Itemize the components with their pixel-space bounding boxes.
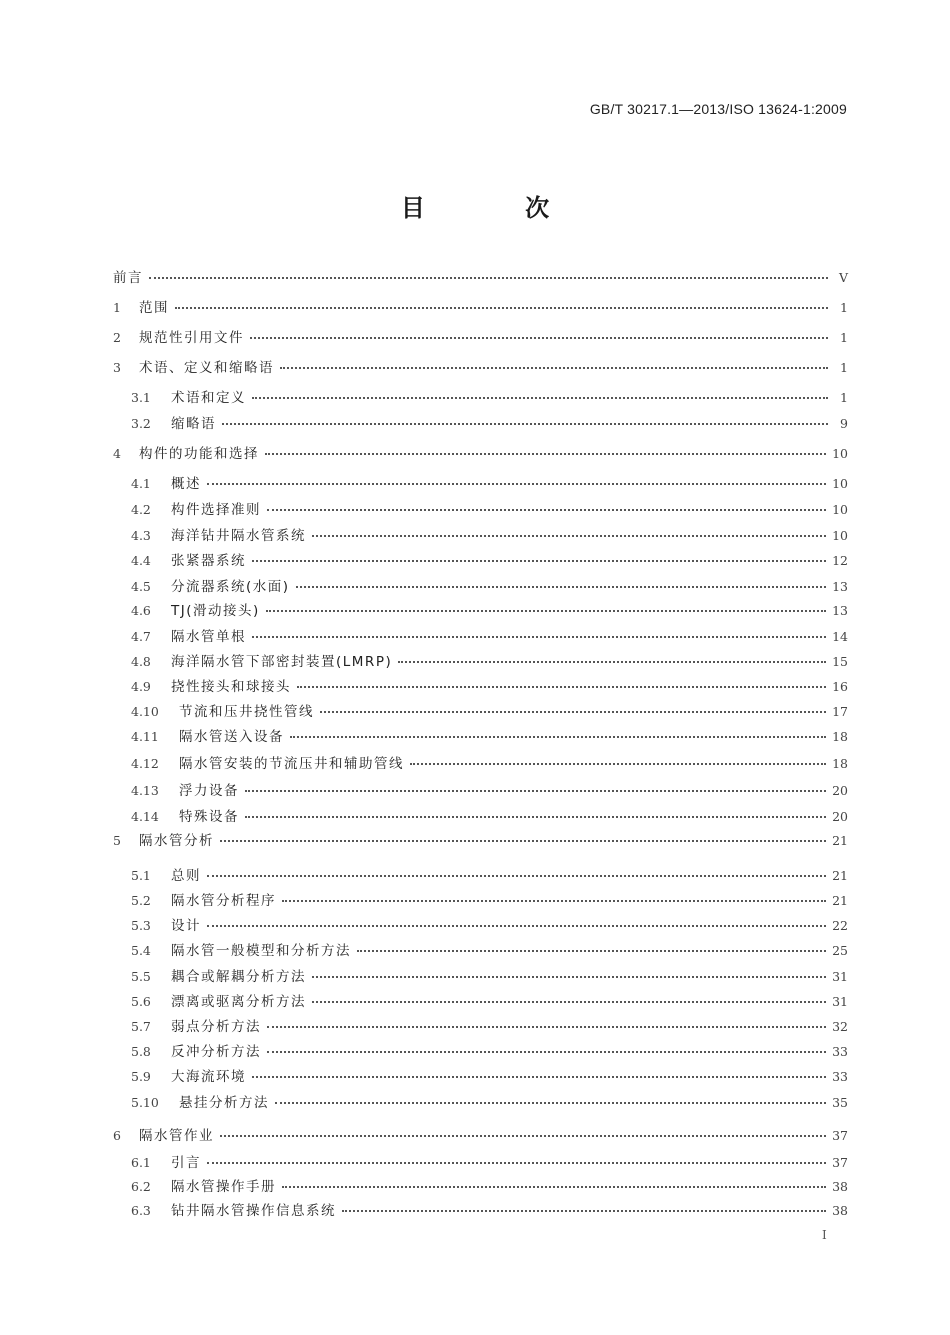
toc-entry-number: 4.7: [131, 629, 151, 644]
toc-entry-page: 18: [832, 756, 848, 771]
toc-dot-leader: [252, 1075, 826, 1078]
toc-entry-page: 25: [832, 943, 848, 958]
toc-dot-leader: [149, 276, 828, 279]
toc-entry-label: 范围: [139, 300, 169, 316]
toc-entry-label: 海洋钻井隔水管系统: [171, 528, 306, 544]
toc-entry[interactable]: [113, 358, 848, 378]
toc-entry-label: 悬挂分析方法: [179, 1095, 269, 1111]
toc-dot-leader: [252, 635, 826, 638]
toc-dot-leader: [312, 1000, 826, 1003]
toc-entry-page: 10: [832, 528, 848, 543]
toc-entry-number: 4.3: [131, 528, 151, 543]
toc-entry-page: 13: [832, 579, 848, 594]
toc-entry[interactable]: [131, 1201, 848, 1221]
toc-dot-leader: [342, 1209, 826, 1212]
toc-entry-page: V: [838, 270, 848, 285]
toc-dot-leader: [275, 1101, 826, 1104]
toc-entry[interactable]: [131, 500, 848, 520]
toc-entry-page: 10: [832, 502, 848, 517]
toc-entry-page: 31: [832, 969, 848, 984]
toc-entry[interactable]: [131, 414, 848, 434]
toc-entry-number: 4.13: [131, 783, 159, 798]
toc-entry-page: 33: [832, 1069, 848, 1084]
toc-entry-number: 4.8: [131, 654, 151, 669]
toc-entry-label: 隔水管分析: [139, 833, 214, 849]
toc-entry-label: 节流和压井挠性管线: [179, 704, 314, 720]
toc-entry-page: 18: [832, 729, 848, 744]
toc-entry-number: 5.7: [131, 1019, 151, 1034]
toc-entry[interactable]: [131, 1177, 848, 1197]
toc-dot-leader: [207, 924, 826, 927]
toc-dot-leader: [282, 1185, 826, 1188]
toc-dot-leader: [267, 1050, 826, 1053]
toc-entry-label: 隔水管一般模型和分析方法: [171, 943, 351, 959]
toc-dot-leader: [207, 482, 826, 485]
toc-entry-label: 弱点分析方法: [171, 1019, 261, 1035]
toc-entry-number: 3: [113, 360, 121, 375]
toc-entry[interactable]: [131, 754, 848, 774]
toc-entry-number: 4.4: [131, 553, 151, 568]
toc-dot-leader: [252, 396, 828, 399]
toc-entry[interactable]: [131, 601, 848, 621]
toc-entry-number: 5.10: [131, 1095, 159, 1110]
toc-dot-leader: [252, 559, 826, 562]
toc-entry-number: 5.4: [131, 943, 151, 958]
toc-entry-number: 1: [113, 300, 121, 315]
toc-entry-number: 5.9: [131, 1069, 151, 1084]
toc-entry-label: 隔水管作业: [139, 1128, 214, 1144]
toc-entry[interactable]: [131, 474, 848, 494]
toc-dot-leader: [410, 762, 826, 765]
toc-entry[interactable]: [113, 831, 848, 851]
toc-entry[interactable]: [131, 1017, 848, 1037]
toc-entry-label: 前言: [113, 270, 143, 286]
toc-entry-page: 15: [832, 654, 848, 669]
toc-entry-page: 16: [832, 679, 848, 694]
toc-dot-leader: [222, 422, 828, 425]
toc-entry[interactable]: [131, 388, 848, 408]
toc-entry-label: 总则: [171, 868, 201, 884]
toc-entry[interactable]: [131, 627, 848, 647]
toc-entry-number: 3.1: [131, 390, 151, 405]
toc-entry-label: 规范性引用文件: [139, 330, 244, 346]
toc-dot-leader: [290, 735, 826, 738]
page-title: 目 次: [400, 194, 596, 222]
toc-entry-label: 耦合或解耦分析方法: [171, 969, 306, 985]
toc-entry[interactable]: [131, 916, 848, 936]
toc-entry-page: 21: [832, 833, 848, 848]
toc-entry-label: 构件选择准则: [171, 502, 261, 518]
toc-entry-page: 31: [832, 994, 848, 1009]
toc-entry[interactable]: [131, 652, 848, 672]
toc-entry[interactable]: [131, 807, 848, 827]
toc-entry-label: 隔水管单根: [171, 629, 246, 645]
toc-entry[interactable]: [131, 992, 848, 1012]
toc-entry-page: 10: [832, 446, 848, 461]
toc-entry-number: 3.2: [131, 416, 151, 431]
toc-entry-page: 22: [832, 918, 848, 933]
toc-entry-number: 4.10: [131, 704, 159, 719]
toc-entry-number: 4.5: [131, 579, 151, 594]
toc-entry-page: 17: [832, 704, 848, 719]
toc-entry-number: 4.6: [131, 603, 151, 618]
toc-entry-label: 特殊设备: [179, 809, 239, 825]
toc-entry-label: 缩略语: [171, 416, 216, 432]
toc-dot-leader: [312, 534, 826, 537]
toc-dot-leader: [398, 660, 826, 663]
toc-entry[interactable]: [131, 1042, 848, 1062]
toc-entry-page: 1: [840, 390, 848, 405]
toc-entry[interactable]: [131, 1093, 848, 1113]
toc-entry-label: 分流器系统(水面): [171, 579, 290, 595]
toc-entry-page: 21: [832, 868, 848, 883]
toc-dot-leader: [220, 1134, 826, 1137]
toc-entry[interactable]: [131, 941, 848, 961]
toc-entry-number: 4.14: [131, 809, 159, 824]
toc-entry-page: 38: [832, 1179, 848, 1194]
toc-entry-label: 海洋隔水管下部密封装置(LMRP): [171, 654, 393, 670]
toc-entry[interactable]: [131, 1067, 848, 1087]
toc-dot-leader: [280, 366, 828, 369]
toc-entry-number: 4.12: [131, 756, 159, 771]
toc-entry-number: 5.2: [131, 893, 151, 908]
toc-entry-label: 张紧器系统: [171, 553, 246, 569]
toc-entry[interactable]: [131, 727, 848, 747]
toc-entry-label: 引言: [171, 1155, 201, 1171]
toc-dot-leader: [220, 839, 826, 842]
toc-dot-leader: [297, 685, 826, 688]
toc-entry[interactable]: [113, 268, 848, 288]
toc-entry-label: 漂离或驱离分析方法: [171, 994, 306, 1010]
toc-entry[interactable]: [131, 702, 848, 722]
toc-dot-leader: [175, 306, 828, 309]
toc-entry-number: 4.11: [131, 729, 159, 744]
toc-entry[interactable]: [131, 677, 848, 697]
toc-entry-number: 4.9: [131, 679, 151, 694]
toc-entry-number: 6.3: [131, 1203, 151, 1218]
toc-entry[interactable]: [113, 1126, 848, 1146]
toc-entry-page: 1: [840, 360, 848, 375]
toc-entry-page: 12: [832, 553, 848, 568]
toc-entry-label: 钻井隔水管操作信息系统: [171, 1203, 336, 1219]
toc-entry-label: 浮力设备: [179, 783, 239, 799]
toc-entry-label: 隔水管分析程序: [171, 893, 276, 909]
toc-entry-number: 5.3: [131, 918, 151, 933]
toc-entry[interactable]: [113, 444, 848, 464]
toc-entry[interactable]: [131, 891, 848, 911]
toc-dot-leader: [245, 815, 826, 818]
toc-entry-page: 10: [832, 476, 848, 491]
toc-entry-page: 37: [832, 1155, 848, 1170]
toc-entry-label: 设计: [171, 918, 201, 934]
toc-entry-page: 1: [840, 330, 848, 345]
toc-entry-page: 20: [832, 783, 848, 798]
toc-entry-number: 5.8: [131, 1044, 151, 1059]
toc-entry-number: 5: [113, 833, 121, 848]
toc-entry-label: 术语和定义: [171, 390, 246, 406]
toc-entry[interactable]: [131, 1153, 848, 1173]
toc-entry-page: 33: [832, 1044, 848, 1059]
toc-dot-leader: [357, 949, 826, 952]
toc-entry-label: 构件的功能和选择: [139, 446, 259, 462]
toc-entry-number: 2: [113, 330, 121, 345]
toc-dot-leader: [265, 452, 826, 455]
toc-entry-number: 4.1: [131, 476, 151, 491]
toc-entry-page: 35: [832, 1095, 848, 1110]
toc-entry-number: 6.2: [131, 1179, 151, 1194]
page-number: I: [822, 1228, 827, 1242]
toc-entry-number: 6: [113, 1128, 121, 1143]
toc-entry-label: 隔水管安装的节流压井和辅助管线: [179, 756, 404, 772]
toc-dot-leader: [267, 508, 826, 511]
toc-entry-number: 4: [113, 446, 121, 461]
toc-entry-page: 9: [840, 416, 848, 431]
toc-dot-leader: [266, 609, 826, 612]
toc-dot-leader: [282, 899, 826, 902]
toc-entry-page: 20: [832, 809, 848, 824]
toc-entry-number: 5.5: [131, 969, 151, 984]
toc-entry-page: 37: [832, 1128, 848, 1143]
toc-dot-leader: [320, 710, 826, 713]
toc-entry[interactable]: [131, 577, 848, 597]
toc-dot-leader: [267, 1025, 826, 1028]
toc-entry-page: 21: [832, 893, 848, 908]
toc-entry-label: 挠性接头和球接头: [171, 679, 291, 695]
toc-entry[interactable]: [113, 328, 848, 348]
toc-entry-number: 5.1: [131, 868, 151, 883]
toc-dot-leader: [312, 975, 826, 978]
toc-entry-number: 4.2: [131, 502, 151, 517]
toc-entry-page: 14: [832, 629, 848, 644]
toc-entry-label: 隔水管送入设备: [179, 729, 284, 745]
toc-entry-label: 反冲分析方法: [171, 1044, 261, 1060]
toc-dot-leader: [207, 1161, 826, 1164]
toc-entry-label: 大海流环境: [171, 1069, 246, 1085]
toc-entry-number: 6.1: [131, 1155, 151, 1170]
toc-entry-label: 概述: [171, 476, 201, 492]
toc-entry-page: 13: [832, 603, 848, 618]
toc-entry[interactable]: [113, 298, 848, 318]
toc-entry-page: 32: [832, 1019, 848, 1034]
toc-entry[interactable]: [131, 967, 848, 987]
toc-entry-page: 1: [840, 300, 848, 315]
toc-entry-label: TJ(滑动接头): [171, 603, 260, 619]
toc-dot-leader: [296, 585, 827, 588]
toc-entry-number: 5.6: [131, 994, 151, 1009]
toc-entry[interactable]: [131, 781, 848, 801]
toc-entry[interactable]: [131, 526, 848, 546]
toc-entry-label: 隔水管操作手册: [171, 1179, 276, 1195]
toc-entry[interactable]: [131, 551, 848, 571]
toc-dot-leader: [207, 874, 826, 877]
toc-dot-leader: [250, 336, 828, 339]
toc-entry-label: 术语、定义和缩略语: [139, 360, 274, 376]
toc-dot-leader: [245, 789, 826, 792]
toc-entry-page: 38: [832, 1203, 848, 1218]
document-code: GB/T 30217.1—2013/ISO 13624-1:2009: [589, 101, 847, 117]
toc-entry[interactable]: [131, 866, 848, 886]
